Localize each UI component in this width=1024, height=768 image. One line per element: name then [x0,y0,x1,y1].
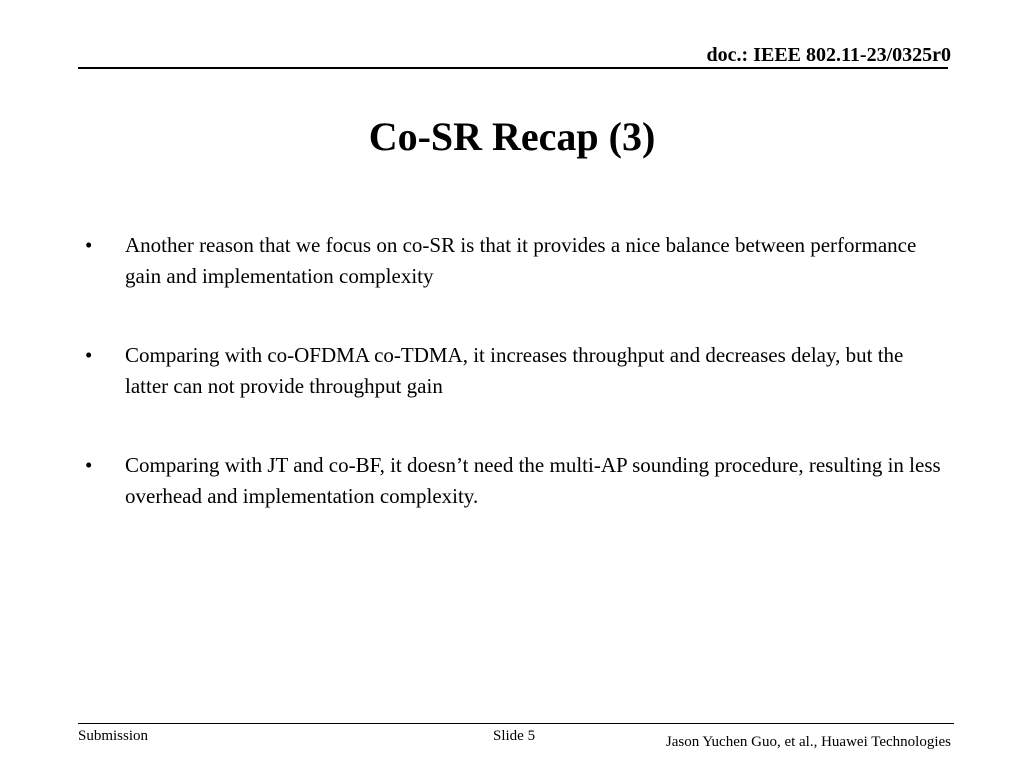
bullet-icon: • [85,343,93,367]
footer-rule [78,723,954,724]
bullet-item [85,450,945,512]
footer-author: Jason Yuchen Guo, et al., Huawei Technologies [665,734,951,750]
header-rule [78,67,948,69]
bullet-item [85,230,945,292]
bullet-text: Another reason that we focus on co-SR is that it provides a nice balance between performance gain and implementation complexity [125,233,917,288]
bullet-icon: • [85,233,93,257]
bullet-text: Comparing with co-OFDMA co-TDMA, it increases throughput and decreases delay, but the latter can not provide throughput gain [125,343,904,398]
footer-slide-number: Slide 5 [493,728,536,744]
slide-title: Co-SR Recap (3) [368,114,656,159]
bullet-list [85,230,945,560]
bullet-item [85,340,945,402]
footer-submission: Submission [78,728,149,744]
bullet-text: Comparing with JT and co-BF, it doesn’t need the multi-AP sounding procedure, resulting in less overhead and implementation complexity. [125,453,941,508]
document-id: doc.: IEEE 802.11-23/0325r0 [706,44,951,66]
bullet-icon: • [85,453,93,477]
